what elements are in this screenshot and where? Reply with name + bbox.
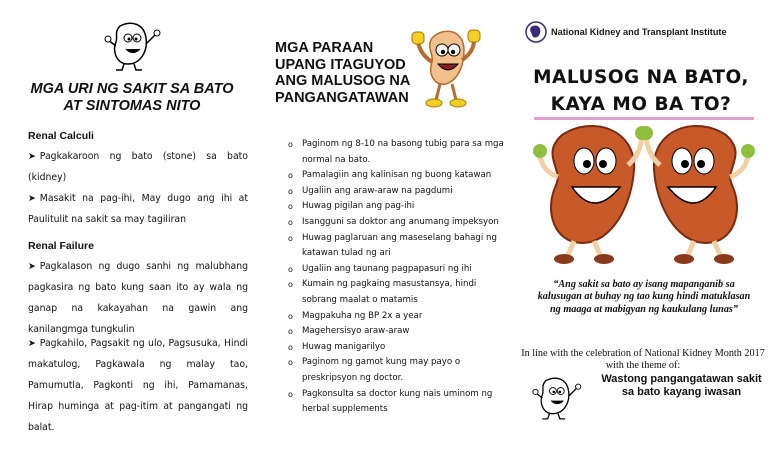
- list-item: o Isangguni sa doktor ang anumang impeksyon: [284, 215, 509, 231]
- left-panel-title: MGA URI NG SAKIT SA BATO AT SINTOMAS NITO: [30, 81, 234, 114]
- symptom-text: Pagkahilo, Pagsakit ng ulo, Pagsusuka, Hindi makatulog, Pagkawala ng malay tao, Pamumutla, Pagkonti ng ihi, Pamamanas, Hirap huminga at pag-itim at pangangati ng balat.: [28, 338, 248, 433]
- section-heading-renal-failure: Renal Failure: [28, 240, 94, 252]
- list-item: o Ugaliin ang taunang pagpapasuri ng ihi: [284, 262, 509, 278]
- org-name: National Kidney and Transplant Institute: [551, 27, 727, 37]
- list-item: o Paginom ng gamot kung may payo o preskripsyon ng doctor.: [284, 355, 509, 386]
- theme-text: Wastong pangangatawan sakit sa bato kayang iwasan: [601, 373, 762, 398]
- list-item: o Paginom ng 8-10 na basong tubig para sa mga normal na bato.: [284, 137, 509, 168]
- symptom-item: [28, 188, 248, 230]
- symptom-item: [28, 146, 248, 188]
- arrow-bullet-icon: ➤: [28, 261, 36, 272]
- headline-line-2: KAYA MO BA TO?: [550, 94, 732, 115]
- list-item: o Pagkonsulta sa doctor kung nais uminom ng herbal supplements: [284, 387, 509, 418]
- health-tips-list: [284, 137, 509, 418]
- list-item: o Magpakuha ng BP 2x a year: [284, 309, 509, 325]
- main-headline: [516, 64, 766, 118]
- kidney-characters-illustration: [532, 115, 756, 271]
- list-item: o Huwag pigilan ang pag-ihi: [284, 199, 509, 215]
- arrow-bullet-icon: ➤: [28, 151, 36, 162]
- middle-panel-title: MGA PARAAN UPANG ITAGUYOD ANG MALUSOG NA PANGANGATAWAN: [275, 40, 410, 106]
- panel-left: [0, 0, 258, 466]
- symptom-text: Masakit na pag-ihi, May dugo ang ihi at Paulitulit na sakit sa may tagiliran: [28, 193, 248, 225]
- arrow-bullet-icon: ➤: [28, 193, 36, 204]
- list-item: o Pamalagiin ang kalinisan ng buong katawan: [284, 168, 509, 184]
- kidney-mascot-icon: [104, 20, 166, 72]
- section-heading-renal-calculi: Renal Calculi: [28, 130, 94, 142]
- panel-middle: [258, 0, 512, 466]
- list-item: o Ugaliin ang araw-araw na pagdumi: [284, 184, 509, 200]
- org-header: [525, 20, 765, 46]
- nkti-logo-icon: [525, 20, 547, 44]
- list-item: o Kumain ng pagkaing masustansya, hindi sobrang maalat o matamis: [284, 277, 509, 308]
- quote-text: “Ang sakit sa bato ay isang mapanganib sa kalusugan at buhay ng tao kung hindi matuklasan ng maaga at mabigyan ng kaukulang lunas”: [537, 279, 751, 315]
- symptom-item: [28, 256, 248, 340]
- strong-kidney-mascot-icon: [408, 26, 482, 110]
- symptom-item: [28, 333, 248, 438]
- list-item: o Magehersisyo araw-araw: [284, 324, 509, 340]
- panel-right: [512, 0, 768, 466]
- symptom-text: Pagkakaroon ng bato (stone) sa bato (kidney): [28, 151, 248, 183]
- celebration-text: In line with the celebration of National Kidney Month 2017 with the theme of:: [521, 348, 765, 371]
- list-item: o Huwag manigarilyo: [284, 340, 509, 356]
- kidney-mascot-icon: [532, 372, 586, 424]
- list-item: o Huwag paglaruan ang maseselang bahagi ng katawan tulad ng ari: [284, 231, 509, 262]
- symptom-text: Pagkalason ng dugo sanhi ng malubhang pagkasira ng bato kung saan ito ay wala ng ganap na kakayahan na gawin ang kanilangmga tungkulin: [28, 261, 248, 335]
- headline-line-1: MALUSOG NA BATO,: [533, 67, 749, 88]
- arrow-bullet-icon: ➤: [28, 338, 36, 349]
